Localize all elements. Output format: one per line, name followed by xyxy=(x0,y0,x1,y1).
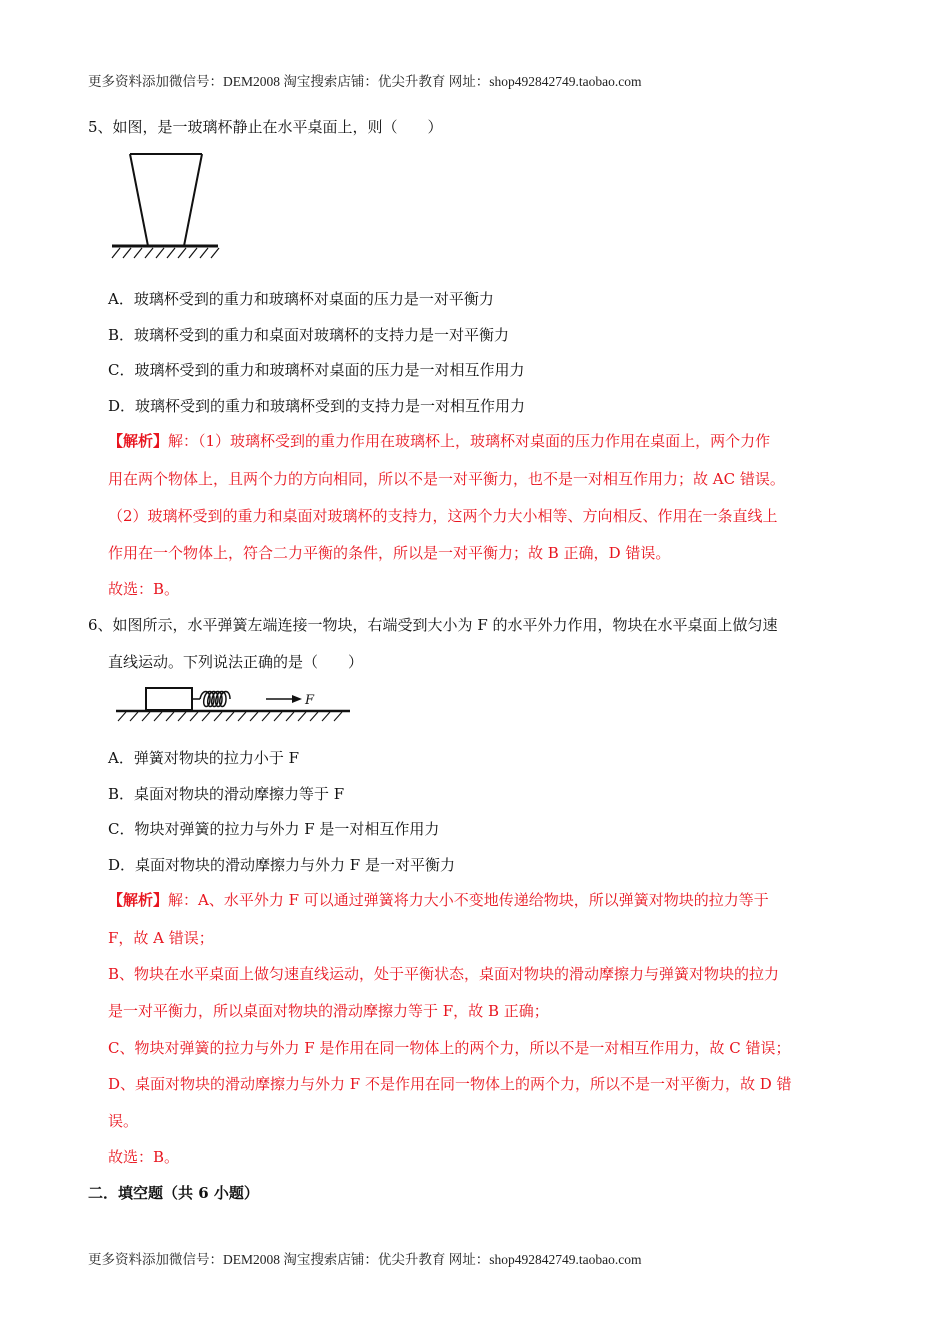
question-6-stem-line-1: 6、如图所示，水平弹簧左端连接一物块，右端受到大小为 F 的水平外力作用，物块在水平桌面上做匀速 xyxy=(88,616,778,634)
q6-analysis-tag: 【解析】 xyxy=(108,891,169,909)
force-label: F xyxy=(305,693,315,708)
page-footer: 更多资料添加微信号：DEM2008 淘宝搜索店铺：优尖升教育 网址：shop492842749.taobao.com xyxy=(88,1252,642,1267)
q6-analysis-line-5: C、物块对弹簧的拉力与外力 F 是作用在同一物体上的两个力，所以不是一对相互作用力，故 C 错误； xyxy=(108,1039,791,1057)
q5-answer: 故选：B。 xyxy=(108,580,180,598)
q6-option-c: C．物块对弹簧的拉力与外力 F 是一对相互作用力 xyxy=(108,820,440,838)
q5-analysis-line-1: 【解析】解：（1）玻璃杯受到的重力作用在玻璃杯上，玻璃杯对桌面的压力作用在桌面上，两个力作 xyxy=(108,432,771,450)
q6-analysis-line-2: F，故 A 错误； xyxy=(108,929,214,947)
q5-analysis-line-4: 作用在一个物体上，符合二力平衡的条件，所以是一对平衡力；故 B 正确，D 错误。 xyxy=(108,544,671,562)
force-arrow-head xyxy=(292,695,302,703)
q6-analysis-line-7: 误。 xyxy=(108,1112,139,1130)
section-2-title: 二．填空题（共 6 小题） xyxy=(88,1184,259,1202)
q6-option-d: D．桌面对物块的滑动摩擦力与外力 F 是一对平衡力 xyxy=(108,856,455,874)
question-5-stem: 5、如图，是一玻璃杯静止在水平桌面上，则（ ） xyxy=(88,118,443,136)
spring-block-figure xyxy=(114,686,354,722)
q5-analysis-line-3: （2）玻璃杯受到的重力和桌面对玻璃杯的支持力，这两个力大小相等、方向相反、作用在一条直线上 xyxy=(108,507,778,525)
q5-option-a: A．玻璃杯受到的重力和玻璃杯对桌面的压力是一对平衡力 xyxy=(108,290,494,308)
q6-option-a: A．弹簧对物块的拉力小于 F xyxy=(108,749,300,767)
spring xyxy=(192,692,292,707)
q5-option-b: B．玻璃杯受到的重力和桌面对玻璃杯的支持力是一对平衡力 xyxy=(108,326,510,344)
q5-analysis-line-2: 用在两个物体上，且两个力的方向相同，所以不是一对平衡力，也不是一对相互作用力；故 AC 错误。 xyxy=(108,470,785,488)
glass-cup xyxy=(130,154,202,246)
q6-analysis-line-4: 是一对平衡力，所以桌面对物块的滑动摩擦力等于 F，故 B 正确； xyxy=(108,1002,549,1020)
q5-option-c: C．玻璃杯受到的重力和玻璃杯对桌面的压力是一对相互作用力 xyxy=(108,361,525,379)
q6-analysis-line-1: 【解析】解：A、水平外力 F 可以通过弹簧将力大小不变地传递给物块，所以弹簧对物块的拉力等于 xyxy=(108,891,769,909)
question-6-stem-line-2: 直线运动。下列说法正确的是（ ） xyxy=(108,653,364,671)
glass-on-table-figure xyxy=(110,150,222,262)
q6-option-b: B．桌面对物块的滑动摩擦力等于 F xyxy=(108,785,345,803)
q6-analysis-line-3: B、物块在水平桌面上做匀速直线运动，处于平衡状态，桌面对物块的滑动摩擦力与弹簧对物块的拉力 xyxy=(108,965,780,983)
q5-analysis-tag: 【解析】 xyxy=(108,432,169,450)
block xyxy=(146,688,192,710)
q6-analysis-line-6: D、桌面对物块的滑动摩擦力与外力 F 不是作用在同一物体上的两个力，所以不是一对平衡力，故 D 错 xyxy=(108,1075,792,1093)
table-hatching xyxy=(118,712,342,721)
q5-option-d: D．玻璃杯受到的重力和玻璃杯受到的支持力是一对相互作用力 xyxy=(108,397,526,415)
table-hatching xyxy=(112,248,219,258)
page-header: 更多资料添加微信号：DEM2008 淘宝搜索店铺：优尖升教育 网址：shop492842749.taobao.com xyxy=(88,74,642,89)
q6-answer: 故选：B。 xyxy=(108,1148,180,1166)
